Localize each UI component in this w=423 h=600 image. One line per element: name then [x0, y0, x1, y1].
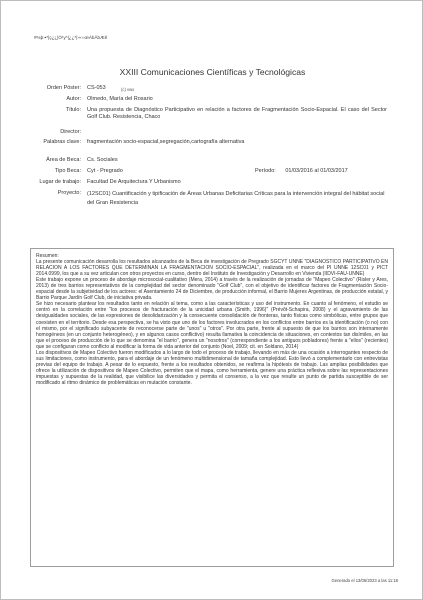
orden-poster-value: CS-053	[87, 85, 106, 91]
resumen-paragraph: Se hizo necesario plantear los resultados tanto en relación al tema, como a las características y uso del instrumento. En cuanto al fenómeno, el estudio se centró en la correlación entre "los procesos de fracturación de la unicidad urbana (Smith, 1996)" (Prévôt-Schapira, 2008) y el agravamiento de las desigualdades sociales, de las expresiones de desolidarización y la consecuente consolidación de fronteras, tanto físicas como simbólicas, entre grupos que coexisten en el territorio. Desde esa perspectiva, se ha visto que uno de los factores involucrados en los conflictos entre barrios es la identificación (o no) con el mismo, por el significado subyacente de reconocerse parte de "unos" u "otros". Por otra parte, frente al supuesto de que los barrios son internamente homogéneos (en un conjunto heterogéneo), y en algunos casos conflictivo) resulta llamativa la coincidencia de situaciones, en contextos tan disímiles, en las que el proceso de producción de lo que se denomina "el barrio", genera un "nosotros" (correspondiente a los antiguos pobladores) frente a "ellos" (recientes) que se configuran como conflicto al modificar la forma de vida anterior del conjunto (Noel, 2009; cit. en Soldano, 2014)	[36, 301, 388, 350]
titulo-value: Una propuesta de Diagnóstico Participativo en relación a factores de Fragmentación Socio-Espacial. El caso del Sector Golf Club. Resistencia, Chaco	[87, 107, 387, 120]
autor-value: Olmedo, María del Rosario	[87, 96, 153, 102]
palabras-clave-value: fragmentación socio-espacial,segregación,cartografía alternativa	[87, 139, 245, 145]
resumen-heading: Resumen:	[36, 253, 59, 259]
resumen-paragraph: Este trabajo expone un proceso de abordaje microsocial-cualitativo (Mera, 2014) a través de la realización de jornadas de "Mapeo Colectivo" (Risler y Ares, 2013) de tres barrios representativos de la complejidad del sector denominado "Golf Club", con el objetivo de identificar factores de Fragmentación Socio-espacial desde la subjetividad de los actores: el Asentamiento 24 de Diciembre, de producción informal, el Barrio Mujeres Argentinas, de producción estatal, y Barrio Parque Jardín Golf Club, de iniciativa privada.	[36, 277, 388, 302]
page-title: XXIII Comunicaciones Científicas y Tecnológicas	[119, 67, 306, 77]
area-beca-value: Cs. Sociales	[87, 157, 118, 163]
lugar-trabajo-label: Lugar de trabajo:	[39, 179, 81, 185]
director-label: Director:	[60, 129, 81, 135]
orden-poster-label: Orden Póster:	[46, 85, 81, 91]
periodo-value: 01/03/2016 al 01/03/2017	[285, 168, 348, 174]
tipo-beca-label: Tipo Beca:	[54, 168, 81, 174]
lugar-trabajo-value: Facultad De Arquitectura Y Urbanismo	[87, 179, 181, 185]
proyecto-value: (12SC01) Cuantificación y tipificación de Áreas Urbanas Deficitarias Críticas para la intervención integral del hábitat social del Gran Resistencia	[87, 191, 385, 206]
periodo	[255, 168, 348, 175]
area-beca-label: Área de Beca:	[46, 157, 81, 163]
orden-poster-extra: (c) vwx	[121, 87, 135, 92]
resumen-paragraph: La presente comunicación desarrolla los resultados alcanzados de la Beca de investigación de Pregrado SGCYT UNNE "DIAGNOSTICO PARTICIPATIVO EN RELACION A LOS FACTORES QUE DETERMINAN LA FRAGMENTACION SOCIO-ESPACIAL", realizada en el marco del PI UNNE 12SC01 y PICT 2014.0999, los que a su vez articulan con otros proyectos en curso, dentro del Instituto de Investigación y Desarrollo en Vivienda (IIDVI-FAU-UNNE)	[36, 259, 388, 278]
header-code-line: #%þ›•*|ç¿¿|Ò¹y*|¿¿*|›«‹›œÀbÂbÆê	[34, 35, 108, 40]
palabras-clave-label: Palabras clave:	[43, 139, 81, 145]
resumen-paragraph: Los dispositivos de Mapeo Colectivo fueron modificados a lo largo de todo el proceso de trabajo, llevando en más de una ocasión a interrogantes respecto de sus limitaciones, como instrumento, para el abordaje de un fenómeno multidimensional de tamaña complejidad. Esto llevó a complementarlo con entrevistas previas del equipo de trabajo. A pesar de lo expuesto, frente a los resultados obtenidos, se reafirma la hipótesis de trabajo. Las amplias posibilidades que ofrece la utilización de dispositivos de Mapeo Colectivo, permiten que el mapa, como herramienta, genere una práctica reflexiva sobre las representaciones impuestas y supuestas de la realidad, que visibilice las diversidades y permita el consenso, a la vez que resulte un punto de partida susceptible de ser modificado al ritmo dinámico de problemáticas en mutación constante.	[36, 349, 388, 386]
generated-timestamp: Generado el 13/06/2023 a las 11:18	[331, 578, 398, 583]
proyecto-label: Proyecto:	[57, 190, 81, 196]
autor-label: Autor:	[66, 96, 81, 102]
tipo-beca-value: Cyt - Pregrado	[87, 168, 123, 174]
titulo-label: Título:	[65, 107, 81, 113]
resumen-box	[30, 248, 394, 567]
periodo-label: Período:	[255, 168, 276, 174]
